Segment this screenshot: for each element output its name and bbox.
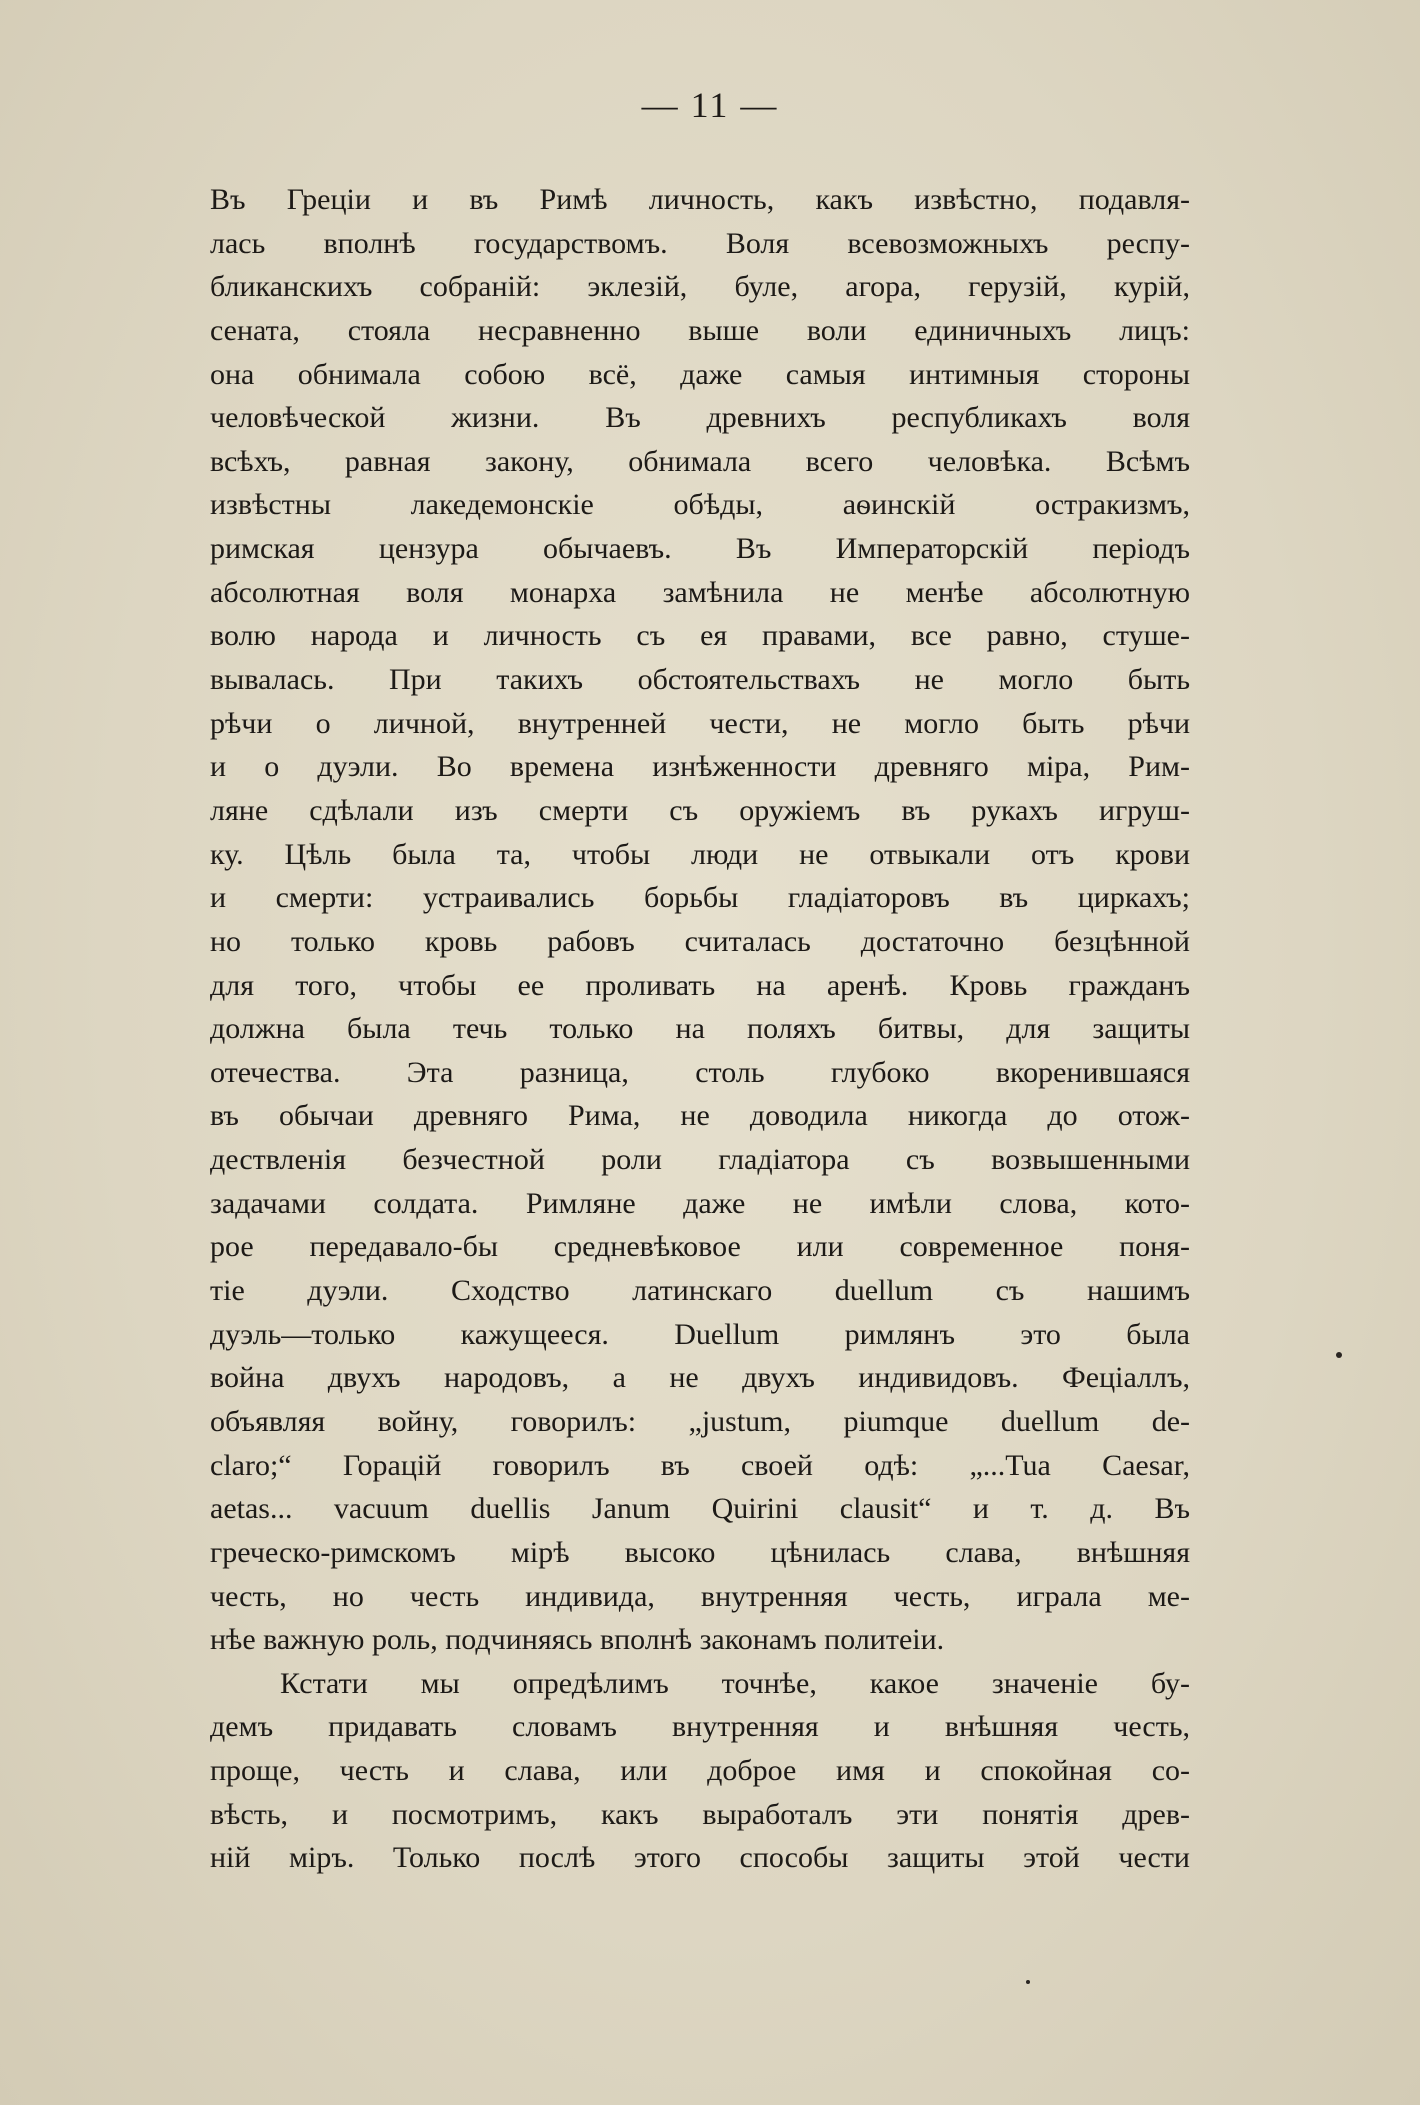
text-line: вѣсть, и посмотримъ, какъ выработалъ эти понятія древ- <box>210 1797 1190 1831</box>
text-line: демъ придавать словамъ внутренняя и внѣшняя честь, <box>210 1710 1190 1744</box>
text-line: сената, стояла несравненно выше воли единичныхъ лицъ: <box>210 313 1190 347</box>
text-line: дествленія безчестной роли гладіатора съ возвышенными <box>210 1143 1190 1177</box>
text-line: въ обычаи древняго Рима, не доводила никогда до отож- <box>210 1099 1190 1133</box>
text-line: всѣхъ, равная закону, обнимала всего человѣка. Всѣмъ <box>210 444 1190 478</box>
text-line: и смерти: устраивались борьбы гладіаторовъ въ циркахъ; <box>210 881 1190 915</box>
text-line: отечества. Эта разница, столь глубоко вкоренившаяся <box>210 1055 1190 1089</box>
text-line: волю народа и личность съ ея правами, все равно, стуше- <box>210 619 1190 653</box>
text-line: римская цензура обычаевъ. Въ Императорскій періодъ <box>210 532 1190 566</box>
text-line: aetas... vacuum duellis Janum Quirini clausit“ и т. д. Въ <box>210 1492 1190 1526</box>
text-line: рѣчи о личной, внутренней чести, не могло быть рѣчи <box>210 706 1190 740</box>
text-line: она обнимала собою всё, даже самыя интимныя стороны <box>210 357 1190 391</box>
text-line: честь, но честь индивида, внутренняя честь, играла ме- <box>210 1579 1190 1613</box>
text-line: извѣстны лакедемонскіе обѣды, аѳинскій остракизмъ, <box>210 488 1190 522</box>
text-line: Въ Греціи и въ Римѣ личность, какъ извѣстно, подавля- <box>210 183 1190 216</box>
paragraph-1 <box>210 178 1190 1662</box>
text-line: война двухъ народовъ, а не двухъ индивидовъ. Феціаллъ, <box>210 1361 1190 1395</box>
text-line: греческо-римскомъ мірѣ высоко цѣнилась слава, внѣшняя <box>210 1535 1190 1569</box>
text-line: но только кровь рабовъ считалась достаточно безцѣнной <box>210 924 1190 958</box>
text-line: Кстати мы опредѣлимъ точнѣе, какое значеніе бу- <box>280 1666 1190 1700</box>
text-line: дуэль—только кажущееся. Duellum римлянъ это была <box>210 1317 1190 1351</box>
text-line: claro;“ Горацій говорилъ въ своей одѣ: „...Tua Caesar, <box>210 1448 1190 1482</box>
text-line: объявляя войну, говорилъ: „justum, piumque duellum de- <box>210 1404 1190 1438</box>
text-line: рое передавало-бы средневѣковое или современное поня- <box>210 1230 1190 1264</box>
text-line: бликанскихъ собраній: эклезій, буле, агора, герузій, курій, <box>210 270 1190 304</box>
text-line: и о дуэли. Во времена изнѣженности древняго міра, Рим- <box>210 750 1190 784</box>
paper-speck <box>1336 1352 1342 1358</box>
text-line: тіе дуэли. Сходство латинскаго duellum съ нашимъ <box>210 1274 1190 1308</box>
text-line: для того, чтобы ее проливать на аренѣ. Кровь гражданъ <box>210 968 1190 1002</box>
text-line: задачами солдата. Римляне даже не имѣли слова, кото- <box>210 1186 1190 1220</box>
text-line: лась вполнѣ государствомъ. Воля всевозможныхъ респу- <box>210 226 1190 260</box>
text-line: вывалась. При такихъ обстоятельствахъ не могло быть <box>210 663 1190 697</box>
text-line: должна была течь только на поляхъ битвы, для защиты <box>210 1012 1190 1046</box>
text-line: человѣческой жизни. Въ древнихъ республикахъ воля <box>210 401 1190 435</box>
paper-speck <box>1026 1980 1030 1984</box>
text-line: ній міръ. Только послѣ этого способы защиты этой чести <box>210 1841 1190 1875</box>
text-line: ляне сдѣлали изъ смерти съ оружіемъ въ рукахъ игруш- <box>210 793 1190 827</box>
text-line: ку. Цѣль была та, чтобы люди не отвыкали отъ крови <box>210 837 1190 871</box>
text-line: абсолютная воля монарха замѣнила не менѣе абсолютную <box>210 575 1190 609</box>
paragraph-2 <box>210 1662 1190 1880</box>
page-number: — 11 — <box>641 85 779 125</box>
body-text <box>210 178 1190 1880</box>
text-line: проще, честь и слава, или доброе имя и спокойная со- <box>210 1754 1190 1788</box>
text-line: нѣе важную роль, подчиняясь вполнѣ законамъ политеіи. <box>210 1623 945 1657</box>
